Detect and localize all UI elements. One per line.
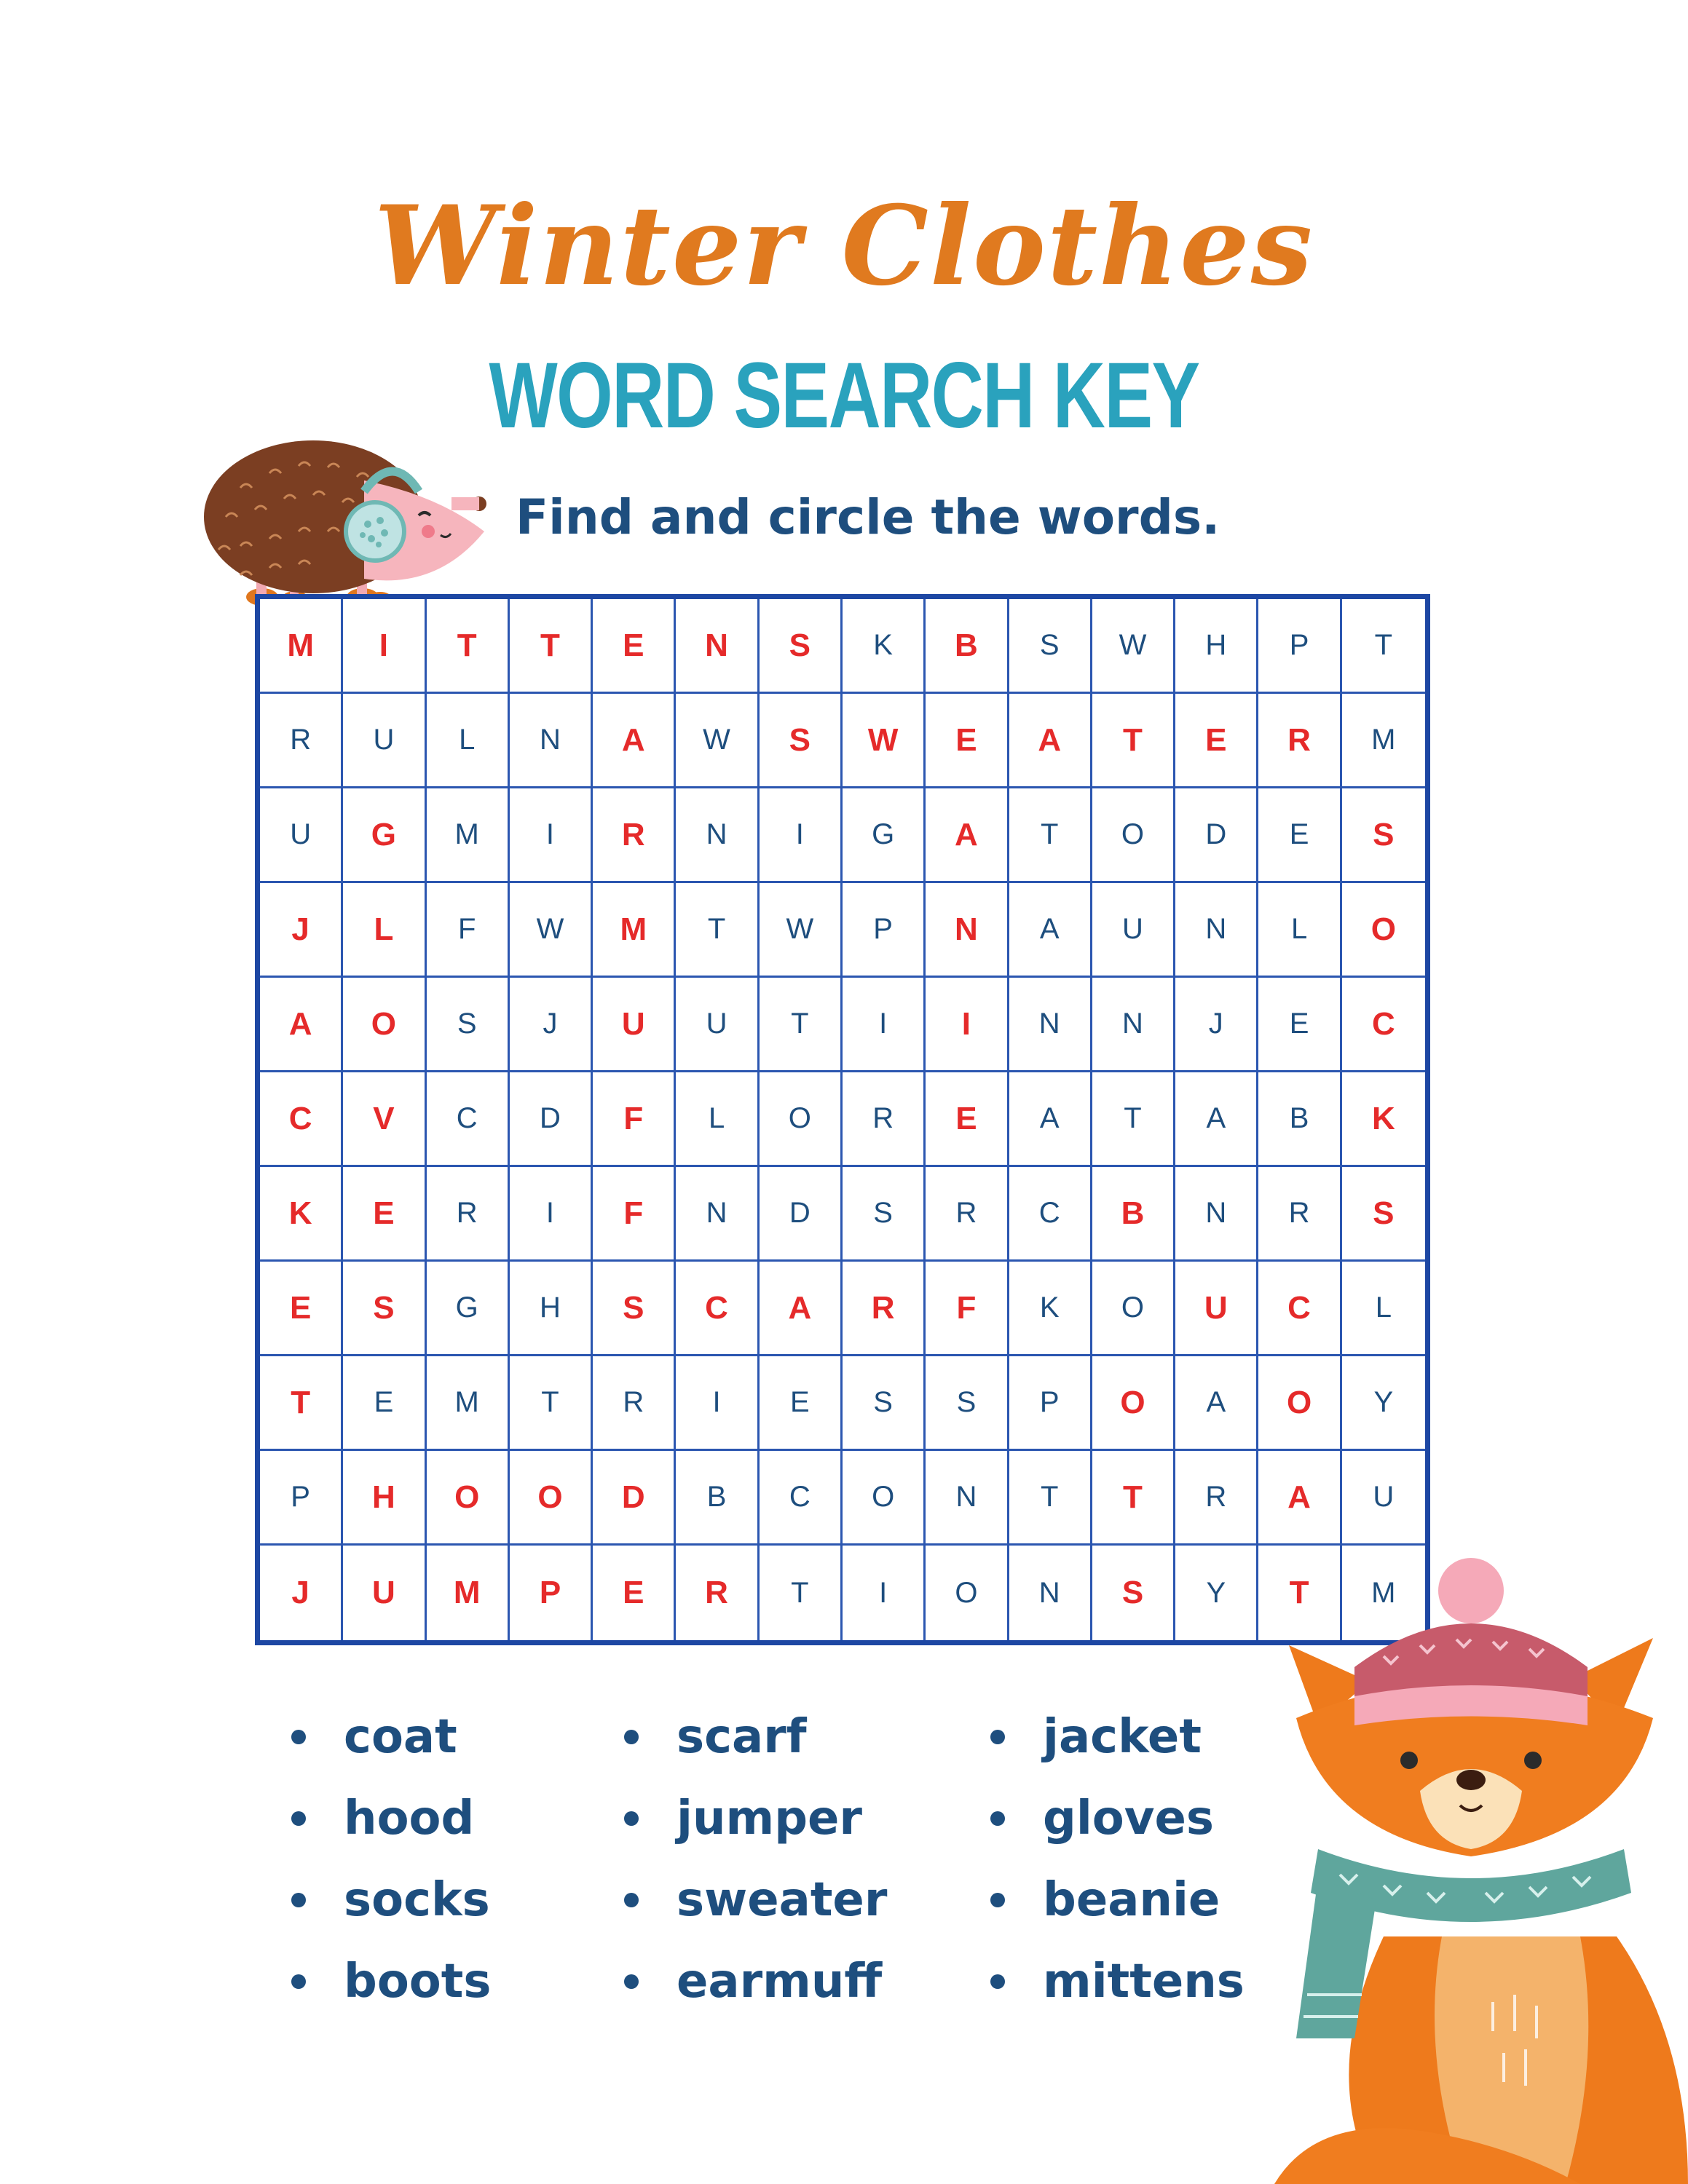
grid-letter: E [760, 1356, 843, 1451]
grid-letter: U [1092, 883, 1175, 978]
grid-letter: W [760, 883, 843, 978]
fox-eye-left [1400, 1752, 1418, 1769]
grid-letter: T [760, 1546, 843, 1640]
grid-letter-highlighted: E [926, 694, 1009, 788]
grid-letter: T [1092, 1072, 1175, 1167]
word-item: scarf [624, 1696, 990, 1778]
grid-letter-highlighted: R [676, 1546, 759, 1640]
grid-letter-highlighted: C [1258, 1262, 1341, 1356]
grid-letter: C [760, 1451, 843, 1546]
grid-letter-highlighted: V [343, 1072, 426, 1167]
grid-letter-highlighted: K [260, 1167, 343, 1262]
grid-letter: D [1175, 788, 1258, 883]
grid-letter: W [510, 883, 593, 978]
bullet-icon [990, 1730, 1005, 1744]
grid-letter-highlighted: A [1009, 694, 1092, 788]
grid-letter: M [1371, 1576, 1396, 1609]
grid-letter: I [843, 978, 926, 1072]
grid-letter: S [843, 1356, 926, 1451]
grid-letter-highlighted: O [1258, 1356, 1341, 1451]
grid-letter: A [1009, 883, 1092, 978]
grid-letter-highlighted: F [593, 1072, 676, 1167]
earmuff-icon [346, 502, 404, 561]
grid-letter-highlighted: E [926, 1072, 1009, 1167]
word-list [291, 1696, 1311, 2022]
grid-letter-highlighted: T [510, 599, 593, 694]
grid-letter: P [1258, 599, 1341, 694]
bullet-icon [291, 1974, 306, 1989]
grid-letter: G [843, 788, 926, 883]
grid-letter: D [510, 1072, 593, 1167]
grid-letter-highlighted: R [843, 1262, 926, 1356]
bullet-icon [624, 1893, 639, 1907]
grid-letter: N [1009, 978, 1092, 1072]
grid-letter-highlighted: O [1342, 883, 1425, 978]
grid-letter: N [926, 1451, 1009, 1546]
grid-letter: U [343, 694, 426, 788]
grid-letter: E [1258, 978, 1341, 1072]
word-list-column-1 [291, 1696, 624, 2022]
grid-letter: N [1175, 1167, 1258, 1262]
grid-letter: I [510, 1167, 593, 1262]
grid-letter: R [593, 1356, 676, 1451]
grid-letter-highlighted: S [1342, 788, 1425, 883]
grid-letter: E [343, 1356, 426, 1451]
grid-letter: I [843, 1546, 926, 1640]
grid-letter: C [1009, 1167, 1092, 1262]
grid-letter: I [510, 788, 593, 883]
grid-letter: T [510, 1356, 593, 1451]
grid-letter: R [843, 1072, 926, 1167]
word-item: earmuff [624, 1941, 990, 2022]
page-subtitle: WORD SEARCH KEY [489, 344, 1199, 448]
grid-letter: I [676, 1356, 759, 1451]
word-item: jacket [990, 1696, 1311, 1778]
grid-letter-highlighted: T [1092, 694, 1175, 788]
grid-letter-highlighted: C [676, 1262, 759, 1356]
grid-letter-highlighted: H [343, 1451, 426, 1546]
grid-letter-highlighted: U [593, 978, 676, 1072]
grid-letter-highlighted: B [1092, 1167, 1175, 1262]
grid-letter-highlighted: A [1258, 1451, 1341, 1546]
grid-letter-highlighted: S [1342, 1167, 1425, 1262]
bullet-icon [990, 1893, 1005, 1907]
grid-letter: D [760, 1167, 843, 1262]
grid-letter-highlighted: I [343, 599, 426, 694]
grid-letter: S [1009, 599, 1092, 694]
fox-illustration [1274, 1529, 1688, 2184]
grid-letter-highlighted: S [1092, 1546, 1175, 1640]
grid-letter-highlighted: P [510, 1546, 593, 1640]
grid-letter-highlighted: M [260, 599, 343, 694]
grid-letter: H [510, 1262, 593, 1356]
grid-letter: K [843, 599, 926, 694]
grid-letter-highlighted: E [1175, 694, 1258, 788]
grid-letter-highlighted: G [343, 788, 426, 883]
bullet-icon [291, 1730, 306, 1744]
hedgehog-illustration [197, 422, 488, 612]
grid-letter: F [427, 883, 510, 978]
word-list-column-3 [990, 1696, 1311, 2022]
grid-letter-highlighted: B [926, 599, 1009, 694]
grid-letter-highlighted: D [593, 1451, 676, 1546]
grid-letter: A [1175, 1072, 1258, 1167]
bullet-icon [624, 1974, 639, 1989]
grid-letter: J [510, 978, 593, 1072]
grid-letter-highlighted: A [593, 694, 676, 788]
grid-letter: R [926, 1167, 1009, 1262]
grid-letter: P [260, 1451, 343, 1546]
bullet-icon [291, 1893, 306, 1907]
grid-letter: T [1009, 1451, 1092, 1546]
grid-letter: R [1175, 1451, 1258, 1546]
grid-letter-highlighted: T [427, 599, 510, 694]
grid-letter-highlighted: T [1258, 1546, 1341, 1640]
word-item: beanie [990, 1859, 1311, 1941]
grid-letter: O [760, 1072, 843, 1167]
grid-letter-highlighted: L [343, 883, 426, 978]
bullet-icon [990, 1811, 1005, 1826]
grid-letter-highlighted: U [343, 1546, 426, 1640]
word-item: boots [291, 1941, 624, 2022]
bullet-icon [624, 1730, 639, 1744]
grid-letter: N [676, 1167, 759, 1262]
grid-letter: L [1342, 1262, 1425, 1356]
fox-eye-right [1524, 1752, 1542, 1769]
grid-letter-highlighted: E [343, 1167, 426, 1262]
grid-letter-highlighted: N [676, 599, 759, 694]
grid-letter: O [843, 1451, 926, 1546]
word-item: mittens [990, 1941, 1311, 2022]
grid-letter-highlighted: S [343, 1262, 426, 1356]
grid-letter-highlighted: S [760, 694, 843, 788]
grid-letter: A [1175, 1356, 1258, 1451]
word-item: sweater [624, 1859, 990, 1941]
instructions-text: Find and circle the words. [516, 489, 1220, 545]
grid-letter: H [1175, 599, 1258, 694]
grid-letter: R [1258, 1167, 1341, 1262]
grid-letter-highlighted: S [593, 1262, 676, 1356]
grid-letter-highlighted: J [260, 1546, 343, 1640]
grid-letter: N [1175, 883, 1258, 978]
word-item: socks [291, 1859, 624, 1941]
grid-letter: O [926, 1546, 1009, 1640]
grid-letter-highlighted: E [593, 599, 676, 694]
bullet-icon [990, 1974, 1005, 1989]
grid-letter-highlighted: T [1092, 1451, 1175, 1546]
grid-letter-highlighted: M [427, 1546, 510, 1640]
grid-letter-highlighted: R [1258, 694, 1341, 788]
grid-letter-highlighted: O [510, 1451, 593, 1546]
grid-letter-highlighted: O [1092, 1356, 1175, 1451]
word-search-grid [255, 594, 1430, 1645]
grid-letter-highlighted: F [593, 1167, 676, 1262]
grid-letter-highlighted: U [1175, 1262, 1258, 1356]
grid-letter: K [1009, 1262, 1092, 1356]
word-item: jumper [624, 1778, 990, 1859]
word-list-column-2 [624, 1696, 990, 2022]
grid-letter-highlighted: R [593, 788, 676, 883]
grid-letter-highlighted: I [926, 978, 1009, 1072]
grid-letter: U [260, 788, 343, 883]
grid-letter-highlighted: O [343, 978, 426, 1072]
grid-letter-highlighted: S [760, 599, 843, 694]
grid-letter-highlighted: K [1342, 1072, 1425, 1167]
grid-letter: P [843, 883, 926, 978]
grid-letter: T [1342, 599, 1425, 694]
grid-letter: L [1258, 883, 1341, 978]
grid-letter: R [260, 694, 343, 788]
grid-letter: R [427, 1167, 510, 1262]
bullet-icon [291, 1811, 306, 1826]
grid-letter: T [1009, 788, 1092, 883]
grid-letter-highlighted: J [260, 883, 343, 978]
grid-letter-highlighted: A [926, 788, 1009, 883]
grid-letter: A [1009, 1072, 1092, 1167]
grid-letter-highlighted: W [843, 694, 926, 788]
grid-letter-highlighted: A [260, 978, 343, 1072]
grid-letter: W [1092, 599, 1175, 694]
grid-letter: S [926, 1356, 1009, 1451]
grid-letter: C [427, 1072, 510, 1167]
grid-letter: E [1258, 788, 1341, 883]
grid-letter: L [676, 1072, 759, 1167]
grid-letter: Y [1342, 1356, 1425, 1451]
fox-nose-icon [1456, 1770, 1486, 1790]
word-item: hood [291, 1778, 624, 1859]
grid-letter-highlighted: M [593, 883, 676, 978]
grid-letter: U [1342, 1451, 1425, 1546]
grid-letter: T [760, 978, 843, 1072]
grid-letter: W [676, 694, 759, 788]
word-item: gloves [990, 1778, 1311, 1859]
page-title: Winter Clothes [374, 182, 1314, 310]
grid-letter: U [676, 978, 759, 1072]
grid-letter: Y [1175, 1546, 1258, 1640]
grid-letter: S [843, 1167, 926, 1262]
grid-letter: O [1092, 1262, 1175, 1356]
grid-letter-highlighted: E [260, 1262, 343, 1356]
grid-letter: N [510, 694, 593, 788]
grid-letter: N [1092, 978, 1175, 1072]
word-item: coat [291, 1696, 624, 1778]
grid-letter: J [1175, 978, 1258, 1072]
grid-letter: B [676, 1451, 759, 1546]
grid-letter: M [1342, 694, 1425, 788]
grid-letter: N [676, 788, 759, 883]
grid-letter-highlighted: N [926, 883, 1009, 978]
beanie-pompom [1438, 1558, 1504, 1623]
grid-letter-highlighted: C [1342, 978, 1425, 1072]
bullet-icon [624, 1811, 639, 1826]
grid-letter: G [427, 1262, 510, 1356]
grid-letter: T [676, 883, 759, 978]
grid-letter: I [760, 788, 843, 883]
grid-letter: P [1009, 1356, 1092, 1451]
grid-letter: N [1009, 1546, 1092, 1640]
grid-letter-highlighted: F [926, 1262, 1009, 1356]
grid-letter: B [1258, 1072, 1341, 1167]
grid-letter-highlighted: O [427, 1451, 510, 1546]
grid-letter-highlighted: E [593, 1546, 676, 1640]
grid-letter-highlighted: C [260, 1072, 343, 1167]
grid-letter: L [427, 694, 510, 788]
grid-letter-highlighted: A [760, 1262, 843, 1356]
grid-letter-highlighted: T [260, 1356, 343, 1451]
grid-letter: S [427, 978, 510, 1072]
grid-letter: M [427, 788, 510, 883]
grid-letter: M [427, 1356, 510, 1451]
grid-letter: O [1092, 788, 1175, 883]
